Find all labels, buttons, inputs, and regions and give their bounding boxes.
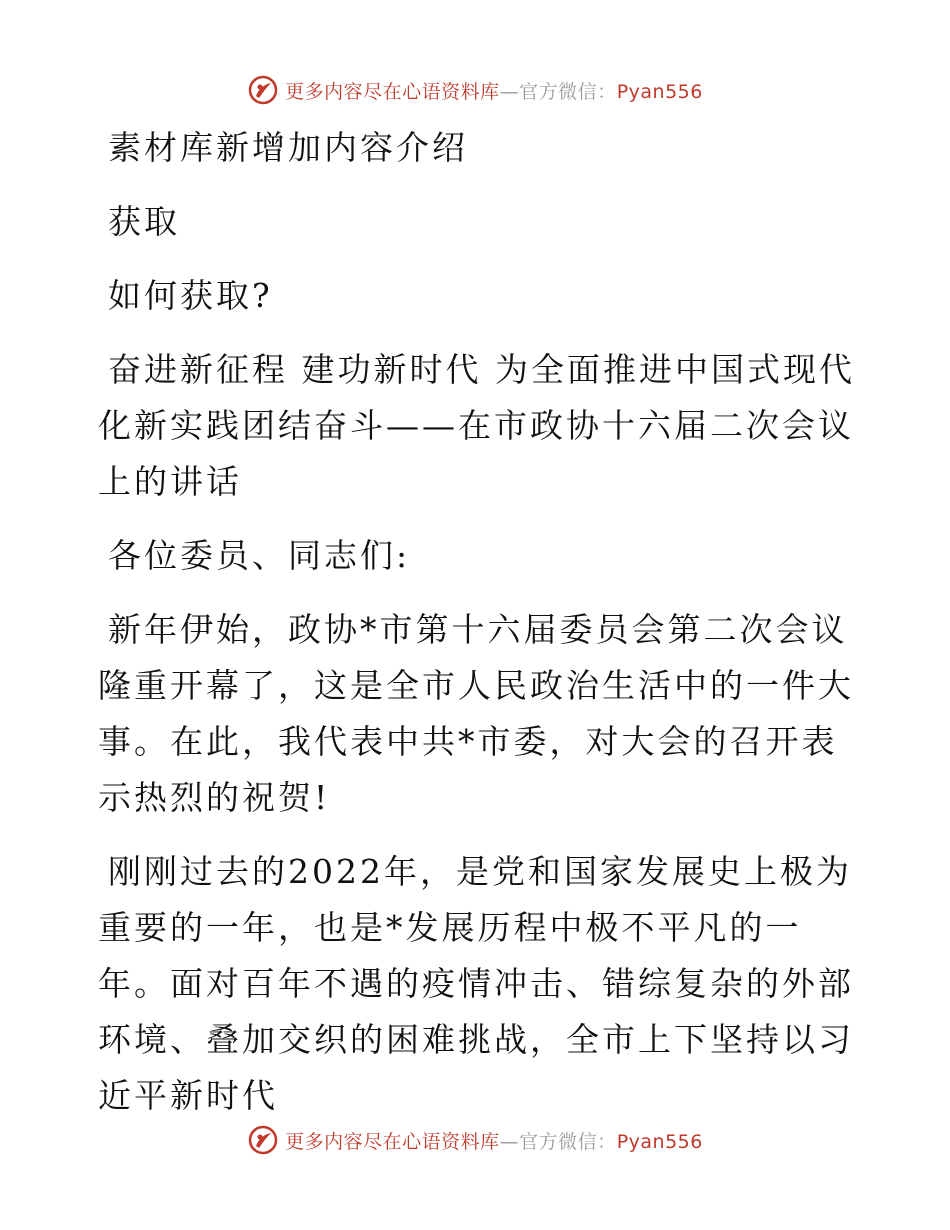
paragraph-how-to-obtain: 如何获取?	[108, 276, 273, 315]
header-banner-text	[285, 77, 703, 104]
brand-text: 更多内容尽在心语资料库	[285, 80, 500, 103]
paragraph-obtain: 获取	[108, 202, 180, 241]
paragraph-opening: 新年伊始，政协*市第十六届委员会第二次会议隆重开幕了，这是全市人民政治生活中的一件大事。在此，我代表中共*市委，对大会的召开表示热烈的祝贺!	[98, 610, 854, 817]
paragraph-review: 刚刚过去的2022年，是党和国家发展史上极为重要的一年，也是*发展历程中极不平凡的一年。面对百年不遇的疫情冲击、错综复杂的外部环境、叠加交织的困难挑战，全市上下坚持以习近平新时代	[98, 852, 854, 1115]
header-watermark-banner	[0, 70, 950, 110]
wechat-label: 官方微信：	[519, 1130, 617, 1153]
footer-watermark-banner	[0, 1120, 950, 1160]
wechat-label: 官方微信：	[519, 80, 617, 103]
paragraph-speech-title: 奋进新征程 建功新时代 为全面推进中国式现代化新实践团结奋斗——在市政协十六届二次会议上的讲话	[98, 350, 855, 501]
wechat-id: Pyan556	[616, 80, 703, 103]
paragraph-section-title: 素材库新增加内容介绍	[108, 128, 468, 167]
brand-logo-icon	[247, 74, 279, 106]
brand-text: 更多内容尽在心语资料库	[285, 1130, 500, 1153]
wechat-id: Pyan556	[616, 1130, 703, 1153]
banner-separator: —	[499, 80, 520, 103]
brand-logo-icon	[247, 1124, 279, 1156]
paragraph-salutation: 各位委员、同志们:	[108, 536, 411, 575]
document-body	[98, 120, 858, 1142]
banner-separator: —	[499, 1130, 520, 1153]
footer-banner-text	[285, 1127, 703, 1154]
